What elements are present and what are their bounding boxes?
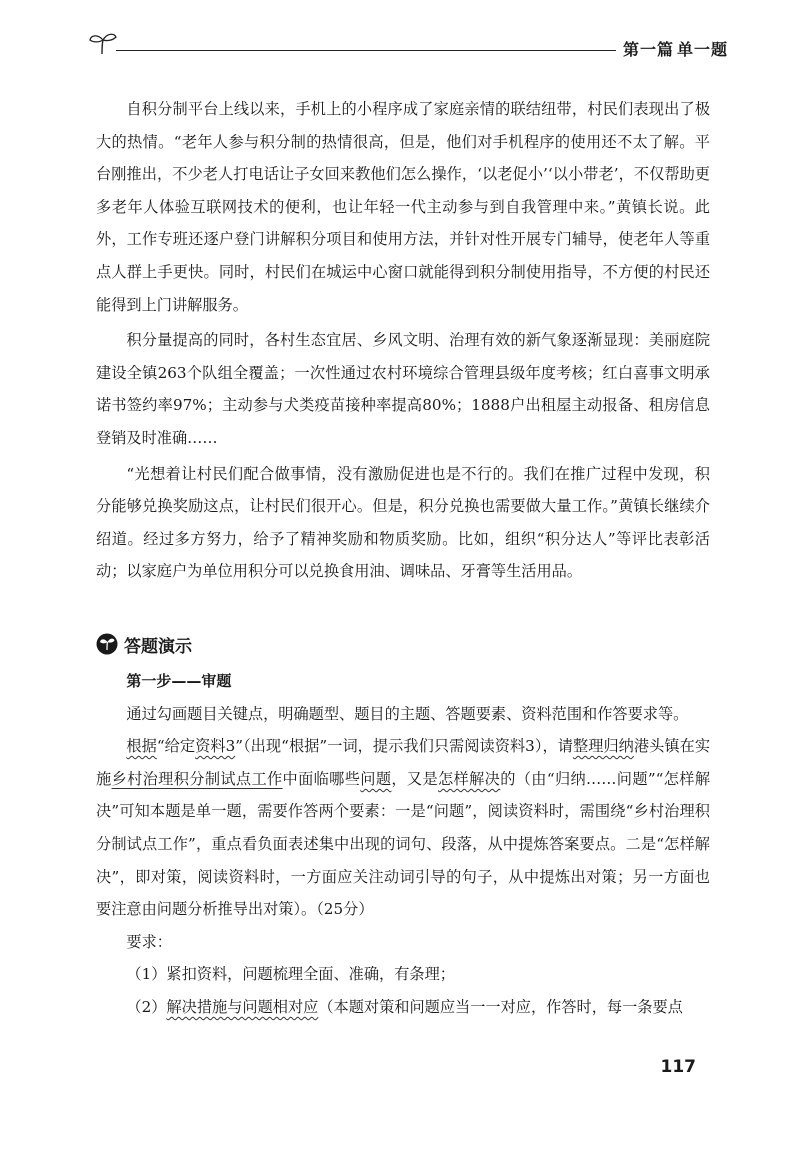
keyword-underline: 乡村治理积分制试点工作 [111, 769, 283, 788]
keyword-wavy: 怎样解决 [438, 769, 501, 788]
requirement-item: （2）解决措施与问题相对应（本题对策和问题应当一一对应，作答时，每一条要点 [126, 997, 683, 1016]
requirement-item: （1）紧扣资料，问题梳理全面、准确，有条理； [126, 965, 455, 984]
paragraph: 自积分制平台上线以来，手机上的小程序成了家庭亲情的联结纽带，村民们表现出了极大的热情。“老年人参与积分制的热情很高，但是，他们对手机程序的使用还不太了解。平台刚推出，不少老人打电话让子女回来教他们怎么操作，‘以老促小’‘以小带老’，不仅帮助更多老年人体验互联网技术的便利，也让年轻一代主动参与到自我管理中来。”黄镇长说。此外，工作专班还逐户登门讲解积分项目和使用方法，并针对性开展专门辅导，使老年人等重点人群上手更快。同时，村民们在城运中心窗口就能得到积分制使用指导，不方便的村民还能得到上门讲解服务。 [96, 100, 710, 314]
question-paragraph: 根据“给定资料3”（出现“根据”一词，提示我们只需阅读资料3），请整理归纳港头镇在实施乡村治理积分制试点工作中面临哪些问题，又是怎样解决的（由“归纳……问题”“怎样解决”可知本题是单一题，需要作答两个要素：一是“问题”，阅读资料时，需围绕“乡村治理积分制试点工作”，重点看负面表述集中出现的词句、段落，从中提炼答案要点。二是“怎样解决”，即对策，阅读资料时，一方面应关注动词引导的句子，从中提炼出对策；另一方面也要注意由问题分析推导出对策）。（25分） [96, 737, 711, 919]
running-header [88, 30, 728, 60]
paragraph: “光想着让村民们配合做事情，没有激励促进也是不行的。我们在推广过程中发现，积分能够兑换奖励这点，让村民们很开心。但是，积分兑换也需要做大量工作。”黄镇长继续介绍道。经过多方努力，给予了精神奖励和物质奖励。比如，组织“积分达人”等评比表彰活动；以家庭户为单位用积分可以兑换食用油、调味品、牙膏等生活用品。 [96, 464, 710, 581]
sprout-icon [88, 30, 118, 56]
keyword-wavy: 整理归纳 [572, 737, 634, 756]
section-heading-title: 答题演示 [124, 636, 192, 657]
keyword-wavy: 资料3 [195, 737, 236, 756]
answer-demo [96, 665, 710, 1024]
requirements-label: 要求： [126, 932, 172, 951]
leaf-badge-icon [96, 633, 118, 655]
keyword-wavy: 问题 [360, 769, 392, 788]
material-body [96, 93, 710, 591]
keyword-wavy: 根据 [126, 737, 157, 756]
page-number: 117 [660, 1057, 696, 1077]
step-paragraph: 通过勾画题目关键点，明确题型、题目的主题、答题要素、资料范围和作答要求等。 [126, 704, 689, 723]
step-title: 第一步——审题 [126, 672, 232, 690]
section-label: 单一题 [676, 40, 728, 59]
paragraph: 积分量提高的同时，各村生态宜居、乡风文明、治理有效的新气象逐渐显现：美丽庭院建设全镇263个队组全覆盖；一次性通过农村环境综合管理县级年度考核；红白喜事文明承诺书签约率97%；主动参与犬类疫苗接种率提高80%；1888户出租屋主动报备、租房信息登销及时准确…… [96, 331, 710, 447]
keyword-wavy: 解决措施与问题相对应 [166, 997, 319, 1016]
header-rule [116, 50, 616, 51]
chapter-label: 第一篇 [622, 40, 674, 59]
section-heading [96, 630, 192, 658]
